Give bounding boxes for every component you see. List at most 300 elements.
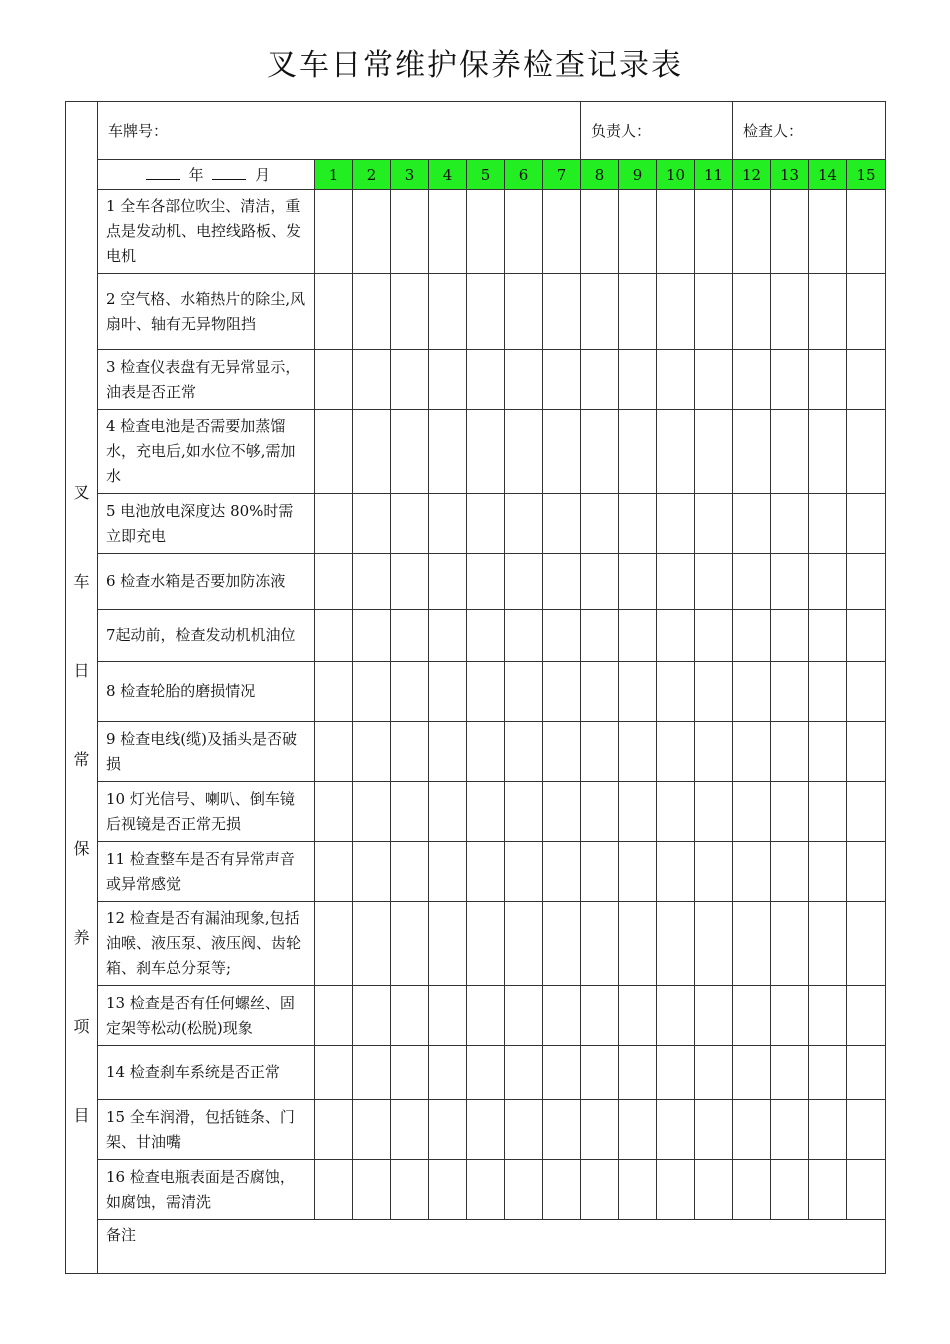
- check-cell[interactable]: [353, 986, 391, 1046]
- check-cell[interactable]: [505, 190, 543, 274]
- check-cell[interactable]: [619, 722, 657, 782]
- check-cell[interactable]: [353, 722, 391, 782]
- check-cell[interactable]: [505, 274, 543, 350]
- plate-number-field[interactable]: [98, 102, 581, 160]
- check-cell[interactable]: [467, 842, 505, 902]
- check-cell[interactable]: [657, 986, 695, 1046]
- check-cell[interactable]: [581, 554, 619, 610]
- check-cell[interactable]: [429, 494, 467, 554]
- day-header: 11: [695, 160, 733, 190]
- item-label: 1 全车各部位吹尘、清洁，重点是发动机、电控线路板、发电机: [98, 190, 315, 274]
- item-label: 8 检查轮胎的磨损情况: [98, 662, 315, 722]
- check-cell[interactable]: [467, 902, 505, 986]
- item-row: [66, 350, 886, 410]
- check-cell[interactable]: [809, 274, 847, 350]
- year-blank[interactable]: [146, 167, 180, 180]
- check-cell[interactable]: [353, 662, 391, 722]
- check-cell[interactable]: [809, 662, 847, 722]
- check-cell[interactable]: [315, 1046, 353, 1100]
- check-cell[interactable]: [771, 610, 809, 662]
- check-cell[interactable]: [733, 1160, 771, 1220]
- check-cell[interactable]: [809, 350, 847, 410]
- check-cell[interactable]: [695, 662, 733, 722]
- check-cell[interactable]: [847, 274, 886, 350]
- check-cell[interactable]: [505, 722, 543, 782]
- check-cell[interactable]: [505, 662, 543, 722]
- check-cell[interactable]: [353, 274, 391, 350]
- check-cell[interactable]: [657, 662, 695, 722]
- check-cell[interactable]: [467, 410, 505, 494]
- check-cell[interactable]: [695, 902, 733, 986]
- check-cell[interactable]: [733, 662, 771, 722]
- check-cell[interactable]: [847, 722, 886, 782]
- check-cell[interactable]: [733, 190, 771, 274]
- item-label: 11 检查整车是否有异常声音或异常感觉: [98, 842, 315, 902]
- check-cell[interactable]: [847, 410, 886, 494]
- day-header: 9: [619, 160, 657, 190]
- check-cell[interactable]: [733, 842, 771, 902]
- check-cell[interactable]: [619, 350, 657, 410]
- check-cell[interactable]: [771, 410, 809, 494]
- check-cell[interactable]: [657, 610, 695, 662]
- check-cell[interactable]: [505, 1100, 543, 1160]
- check-cell[interactable]: [315, 722, 353, 782]
- side-label-char: 目: [73, 1106, 90, 1125]
- check-cell[interactable]: [847, 1046, 886, 1100]
- check-cell[interactable]: [505, 350, 543, 410]
- check-cell[interactable]: [391, 1046, 429, 1100]
- check-cell[interactable]: [429, 1100, 467, 1160]
- check-cell[interactable]: [695, 494, 733, 554]
- check-cell[interactable]: [353, 610, 391, 662]
- day-header: 1: [315, 160, 353, 190]
- check-cell[interactable]: [467, 1160, 505, 1220]
- check-cell[interactable]: [733, 1100, 771, 1160]
- check-cell[interactable]: [505, 782, 543, 842]
- item-row: [66, 986, 886, 1046]
- check-cell[interactable]: [733, 274, 771, 350]
- check-cell[interactable]: [771, 1046, 809, 1100]
- item-row: [66, 722, 886, 782]
- notes-field[interactable]: [98, 1220, 886, 1274]
- check-cell[interactable]: [771, 986, 809, 1046]
- check-cell[interactable]: [771, 350, 809, 410]
- check-cell[interactable]: [315, 842, 353, 902]
- side-label-char: 日: [73, 661, 90, 680]
- check-cell[interactable]: [505, 494, 543, 554]
- check-cell[interactable]: [543, 190, 581, 274]
- check-cell[interactable]: [505, 610, 543, 662]
- check-cell[interactable]: [847, 842, 886, 902]
- month-label: 月: [255, 166, 271, 184]
- notes-label: 备注: [106, 1226, 137, 1244]
- check-cell[interactable]: [315, 190, 353, 274]
- check-cell[interactable]: [771, 494, 809, 554]
- side-label-char: 项: [73, 1017, 90, 1036]
- item-label: 2 空气格、水箱热片的除尘,风扇叶、轴有无异物阻挡: [98, 274, 315, 350]
- check-cell[interactable]: [429, 274, 467, 350]
- check-cell[interactable]: [581, 410, 619, 494]
- item-row: [66, 410, 886, 494]
- check-cell[interactable]: [543, 274, 581, 350]
- check-cell[interactable]: [771, 902, 809, 986]
- day-header: 15: [847, 160, 886, 190]
- item-label: 16 检查电瓶表面是否腐蚀，如腐蚀，需清洗: [98, 1160, 315, 1220]
- check-cell[interactable]: [657, 722, 695, 782]
- check-cell[interactable]: [733, 350, 771, 410]
- check-cell[interactable]: [391, 902, 429, 986]
- check-cell[interactable]: [619, 1160, 657, 1220]
- check-cell[interactable]: [695, 350, 733, 410]
- check-cell[interactable]: [543, 1100, 581, 1160]
- check-cell[interactable]: [809, 1100, 847, 1160]
- day-header: 3: [391, 160, 429, 190]
- check-cell[interactable]: [391, 722, 429, 782]
- check-cell[interactable]: [657, 1160, 695, 1220]
- day-header: 4: [429, 160, 467, 190]
- check-cell[interactable]: [809, 842, 847, 902]
- check-cell[interactable]: [353, 1100, 391, 1160]
- check-cell[interactable]: [771, 722, 809, 782]
- check-cell[interactable]: [771, 662, 809, 722]
- check-cell[interactable]: [315, 610, 353, 662]
- check-cell[interactable]: [315, 410, 353, 494]
- check-cell[interactable]: [467, 610, 505, 662]
- check-cell[interactable]: [847, 1100, 886, 1160]
- item-label: 3 检查仪表盘有无异常显示，油表是否正常: [98, 350, 315, 410]
- check-cell[interactable]: [619, 842, 657, 902]
- item-label: 13 检查是否有任何螺丝、固定架等松动(松脱)现象: [98, 986, 315, 1046]
- check-cell[interactable]: [581, 722, 619, 782]
- item-row: [66, 554, 886, 610]
- date-row: [66, 160, 886, 190]
- check-cell[interactable]: [695, 410, 733, 494]
- check-cell[interactable]: [467, 722, 505, 782]
- check-cell[interactable]: [353, 782, 391, 842]
- check-cell[interactable]: [733, 902, 771, 986]
- check-cell[interactable]: [581, 1046, 619, 1100]
- check-cell[interactable]: [771, 842, 809, 902]
- check-cell[interactable]: [391, 1100, 429, 1160]
- check-cell[interactable]: [581, 350, 619, 410]
- check-cell[interactable]: [809, 410, 847, 494]
- day-header: 5: [467, 160, 505, 190]
- check-cell[interactable]: [467, 662, 505, 722]
- check-cell[interactable]: [391, 554, 429, 610]
- check-cell[interactable]: [771, 1160, 809, 1220]
- check-cell[interactable]: [315, 350, 353, 410]
- check-cell[interactable]: [315, 554, 353, 610]
- check-cell[interactable]: [581, 986, 619, 1046]
- check-cell[interactable]: [847, 1160, 886, 1220]
- item-label: 12 检查是否有漏油现象,包括油喉、液压泵、液压阀、齿轮箱、刹车总分泵等;: [98, 902, 315, 986]
- day-header: 8: [581, 160, 619, 190]
- check-cell[interactable]: [391, 350, 429, 410]
- check-cell[interactable]: [619, 554, 657, 610]
- check-cell[interactable]: [505, 902, 543, 986]
- check-cell[interactable]: [429, 350, 467, 410]
- check-cell[interactable]: [733, 782, 771, 842]
- check-cell[interactable]: [391, 410, 429, 494]
- day-header: 2: [353, 160, 391, 190]
- check-cell[interactable]: [695, 722, 733, 782]
- check-cell[interactable]: [695, 782, 733, 842]
- check-cell[interactable]: [619, 410, 657, 494]
- side-label-char: 保: [73, 839, 90, 858]
- check-cell[interactable]: [847, 986, 886, 1046]
- check-cell[interactable]: [391, 782, 429, 842]
- check-cell[interactable]: [619, 902, 657, 986]
- check-cell[interactable]: [733, 1046, 771, 1100]
- check-cell[interactable]: [429, 554, 467, 610]
- check-cell[interactable]: [847, 350, 886, 410]
- check-cell[interactable]: [391, 662, 429, 722]
- check-cell[interactable]: [543, 842, 581, 902]
- check-cell[interactable]: [391, 1160, 429, 1220]
- item-label: 6 检查水箱是否要加防冻液: [98, 554, 315, 610]
- check-cell[interactable]: [733, 610, 771, 662]
- check-cell[interactable]: [695, 842, 733, 902]
- item-label: 10 灯光信号、喇叭、倒车镜后视镜是否正常无损: [98, 782, 315, 842]
- check-cell[interactable]: [429, 722, 467, 782]
- check-cell[interactable]: [467, 1100, 505, 1160]
- day-header: 14: [809, 160, 847, 190]
- check-cell[interactable]: [543, 350, 581, 410]
- check-cell[interactable]: [581, 662, 619, 722]
- check-cell[interactable]: [315, 1160, 353, 1220]
- side-label: [66, 102, 98, 1274]
- check-cell[interactable]: [809, 722, 847, 782]
- check-cell[interactable]: [391, 986, 429, 1046]
- check-cell[interactable]: [733, 554, 771, 610]
- check-cell[interactable]: [391, 842, 429, 902]
- check-cell[interactable]: [657, 350, 695, 410]
- check-cell[interactable]: [581, 610, 619, 662]
- check-cell[interactable]: [847, 662, 886, 722]
- check-cell[interactable]: [619, 662, 657, 722]
- item-row: [66, 782, 886, 842]
- check-cell[interactable]: [543, 610, 581, 662]
- check-cell[interactable]: [619, 1046, 657, 1100]
- check-cell[interactable]: [353, 190, 391, 274]
- item-label: 14 检查刹车系统是否正常: [98, 1046, 315, 1100]
- check-cell[interactable]: [771, 1100, 809, 1160]
- check-cell[interactable]: [505, 1046, 543, 1100]
- check-cell[interactable]: [619, 782, 657, 842]
- check-cell[interactable]: [695, 1046, 733, 1100]
- check-cell[interactable]: [353, 1046, 391, 1100]
- check-cell[interactable]: [809, 782, 847, 842]
- check-cell[interactable]: [315, 1100, 353, 1160]
- check-cell[interactable]: [581, 494, 619, 554]
- check-cell[interactable]: [619, 190, 657, 274]
- check-cell[interactable]: [809, 1046, 847, 1100]
- check-cell[interactable]: [581, 842, 619, 902]
- header-row: [66, 102, 886, 160]
- check-cell[interactable]: [657, 782, 695, 842]
- maintenance-record-table: [65, 101, 886, 1274]
- item-row: [66, 842, 886, 902]
- item-row: [66, 274, 886, 350]
- check-cell[interactable]: [733, 722, 771, 782]
- check-cell[interactable]: [809, 986, 847, 1046]
- year-month-field[interactable]: [98, 160, 315, 190]
- check-cell[interactable]: [429, 610, 467, 662]
- check-cell[interactable]: [543, 1046, 581, 1100]
- check-cell[interactable]: [771, 782, 809, 842]
- side-label-char: 养: [73, 928, 90, 947]
- check-cell[interactable]: [695, 610, 733, 662]
- check-cell[interactable]: [733, 986, 771, 1046]
- check-cell[interactable]: [543, 782, 581, 842]
- owner-field[interactable]: [581, 102, 733, 160]
- check-cell[interactable]: [315, 902, 353, 986]
- check-cell[interactable]: [353, 410, 391, 494]
- check-cell[interactable]: [315, 662, 353, 722]
- check-cell[interactable]: [315, 986, 353, 1046]
- check-cell[interactable]: [391, 190, 429, 274]
- check-cell[interactable]: [543, 662, 581, 722]
- day-header: 12: [733, 160, 771, 190]
- check-cell[interactable]: [771, 274, 809, 350]
- check-cell[interactable]: [429, 190, 467, 274]
- check-cell[interactable]: [353, 554, 391, 610]
- check-cell[interactable]: [809, 610, 847, 662]
- check-cell[interactable]: [695, 1100, 733, 1160]
- page-title: 叉车日常维护保养检查记录表: [267, 48, 683, 83]
- check-cell[interactable]: [467, 1046, 505, 1100]
- check-cell[interactable]: [353, 350, 391, 410]
- day-header: 7: [543, 160, 581, 190]
- check-cell[interactable]: [543, 986, 581, 1046]
- check-cell[interactable]: [315, 274, 353, 350]
- check-cell[interactable]: [353, 1160, 391, 1220]
- check-cell[interactable]: [543, 494, 581, 554]
- check-cell[interactable]: [733, 410, 771, 494]
- check-cell[interactable]: [543, 902, 581, 986]
- check-cell[interactable]: [657, 410, 695, 494]
- check-cell[interactable]: [315, 782, 353, 842]
- check-cell[interactable]: [543, 554, 581, 610]
- check-cell[interactable]: [809, 554, 847, 610]
- check-cell[interactable]: [657, 1100, 695, 1160]
- side-label-char: 叉: [73, 483, 90, 502]
- check-cell[interactable]: [467, 190, 505, 274]
- plate-number-label: 车牌号：: [108, 122, 169, 140]
- check-cell[interactable]: [467, 782, 505, 842]
- item-row: [66, 1046, 886, 1100]
- check-cell[interactable]: [657, 902, 695, 986]
- check-cell[interactable]: [391, 494, 429, 554]
- check-cell[interactable]: [657, 190, 695, 274]
- check-cell[interactable]: [353, 842, 391, 902]
- check-cell[interactable]: [695, 554, 733, 610]
- check-cell[interactable]: [619, 610, 657, 662]
- check-cell[interactable]: [657, 494, 695, 554]
- check-cell[interactable]: [505, 986, 543, 1046]
- check-cell[interactable]: [847, 902, 886, 986]
- inspector-field[interactable]: [733, 102, 886, 160]
- check-cell[interactable]: [391, 274, 429, 350]
- inspector-label: 检查人：: [743, 122, 804, 140]
- check-cell[interactable]: [771, 190, 809, 274]
- check-cell[interactable]: [581, 274, 619, 350]
- check-cell[interactable]: [315, 494, 353, 554]
- check-cell[interactable]: [543, 722, 581, 782]
- check-cell[interactable]: [657, 842, 695, 902]
- check-cell[interactable]: [467, 986, 505, 1046]
- check-cell[interactable]: [809, 494, 847, 554]
- check-cell[interactable]: [581, 1160, 619, 1220]
- check-cell[interactable]: [581, 1100, 619, 1160]
- check-cell[interactable]: [733, 494, 771, 554]
- check-cell[interactable]: [695, 1160, 733, 1220]
- check-cell[interactable]: [657, 554, 695, 610]
- year-label: 年: [188, 166, 204, 184]
- check-cell[interactable]: [619, 1100, 657, 1160]
- check-cell[interactable]: [429, 1046, 467, 1100]
- check-cell[interactable]: [809, 1160, 847, 1220]
- check-cell[interactable]: [505, 842, 543, 902]
- check-cell[interactable]: [809, 902, 847, 986]
- check-cell[interactable]: [809, 190, 847, 274]
- check-cell[interactable]: [353, 494, 391, 554]
- check-cell[interactable]: [695, 986, 733, 1046]
- check-cell[interactable]: [505, 1160, 543, 1220]
- check-cell[interactable]: [391, 610, 429, 662]
- check-cell[interactable]: [847, 610, 886, 662]
- check-cell[interactable]: [505, 410, 543, 494]
- check-cell[interactable]: [771, 554, 809, 610]
- item-label: 7起动前，检查发动机机油位: [98, 610, 315, 662]
- check-cell[interactable]: [467, 554, 505, 610]
- check-cell[interactable]: [467, 350, 505, 410]
- check-cell[interactable]: [467, 494, 505, 554]
- check-cell[interactable]: [619, 494, 657, 554]
- check-cell[interactable]: [619, 274, 657, 350]
- check-cell[interactable]: [847, 190, 886, 274]
- check-cell[interactable]: [429, 782, 467, 842]
- owner-label: 负责人：: [591, 122, 652, 140]
- check-cell[interactable]: [695, 190, 733, 274]
- check-cell[interactable]: [429, 662, 467, 722]
- check-cell[interactable]: [429, 842, 467, 902]
- month-blank[interactable]: [212, 167, 246, 180]
- check-cell[interactable]: [581, 190, 619, 274]
- check-cell[interactable]: [353, 902, 391, 986]
- item-label: 5 电池放电深度达 80%时需立即充电: [98, 494, 315, 554]
- check-cell[interactable]: [429, 410, 467, 494]
- check-cell[interactable]: [429, 986, 467, 1046]
- check-cell[interactable]: [619, 986, 657, 1046]
- notes-row: [66, 1220, 886, 1274]
- check-cell[interactable]: [581, 782, 619, 842]
- check-cell[interactable]: [847, 782, 886, 842]
- check-cell[interactable]: [429, 1160, 467, 1220]
- check-cell[interactable]: [695, 274, 733, 350]
- check-cell[interactable]: [581, 902, 619, 986]
- check-cell[interactable]: [429, 902, 467, 986]
- check-cell[interactable]: [467, 274, 505, 350]
- check-cell[interactable]: [657, 1046, 695, 1100]
- check-cell[interactable]: [543, 1160, 581, 1220]
- check-cell[interactable]: [543, 410, 581, 494]
- check-cell[interactable]: [847, 554, 886, 610]
- check-cell[interactable]: [657, 274, 695, 350]
- check-cell[interactable]: [505, 554, 543, 610]
- day-header: 13: [771, 160, 809, 190]
- check-cell[interactable]: [847, 494, 886, 554]
